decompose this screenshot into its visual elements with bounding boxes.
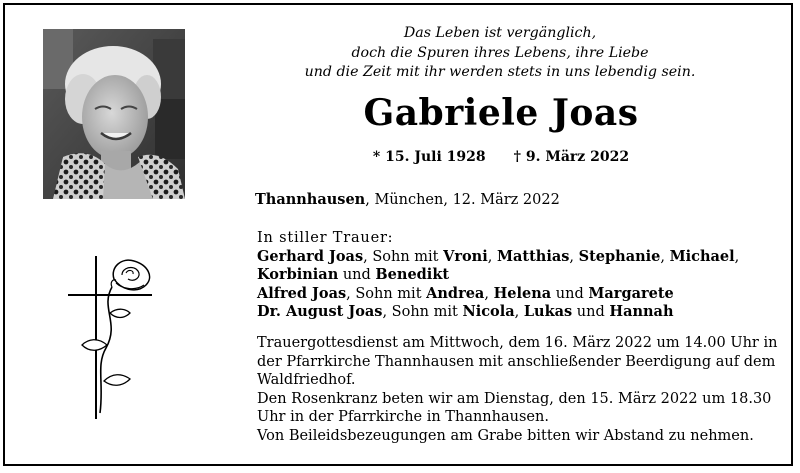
- mourner-text: ,: [660, 248, 670, 265]
- place-town: Thannhausen: [255, 191, 366, 208]
- mourner-line: [257, 303, 739, 322]
- mourner-name: Hannah: [609, 303, 674, 320]
- service-line: Uhr in der Pfarrkirche in Thannhausen.: [257, 409, 549, 425]
- service-line: Waldfriedhof.: [257, 372, 356, 388]
- mourner-name: Nicola: [462, 303, 515, 320]
- mourner-name: Vroni: [443, 247, 488, 265]
- mourner-text: , Sohn mit: [382, 304, 463, 320]
- poem: [280, 24, 720, 83]
- service-line: Den Rosenkranz beten wir am Dienstag, den 15. März 2022 um 18.30: [257, 390, 772, 407]
- mourner-text: ,: [487, 248, 497, 265]
- place-rest: , München, 12. März 2022: [365, 192, 560, 208]
- service-details: [257, 334, 777, 445]
- mourners-heading: In stiller Trauer:: [257, 230, 394, 246]
- mourner-name: Korbinian: [257, 266, 339, 283]
- service-line: Von Beileidsbezeugungen am Grabe bitten wir Abstand zu nehmen.: [257, 427, 754, 444]
- mourner-name: Alfred Joas: [257, 284, 347, 302]
- mourner-line: [257, 285, 739, 304]
- birth-date: * 15. Juli 1928: [372, 149, 486, 165]
- mourner-text: , Sohn mit: [346, 285, 427, 302]
- mourner-text: , Sohn mit: [363, 248, 444, 265]
- mourner-name: Dr. August Joas: [257, 303, 383, 320]
- mourner-name: Helena: [493, 284, 552, 302]
- portrait-image: [43, 29, 185, 199]
- mourner-name: Gerhard Joas: [257, 247, 364, 265]
- deceased-name: Gabriele Joas: [363, 92, 639, 134]
- mourner-name: Andrea: [426, 284, 485, 302]
- mourner-line: [257, 248, 739, 267]
- death-date: † 9. März 2022: [513, 149, 630, 165]
- mourner-text: ,: [514, 304, 524, 320]
- mourner-text: und: [551, 285, 589, 302]
- mourner-text: und: [572, 304, 610, 320]
- mourner-name: Benedikt: [375, 266, 450, 283]
- mourner-text: und: [338, 267, 376, 283]
- mourner-name: Lukas: [523, 303, 573, 320]
- poem-line: Das Leben ist vergänglich,: [403, 25, 597, 41]
- service-line: Trauergottesdienst am Mittwoch, dem 16. März 2022 um 14.00 Uhr in: [257, 335, 778, 351]
- mourner-text: ,: [569, 248, 579, 265]
- poem-line: doch die Spuren ihres Lebens, ihre Liebe: [351, 44, 649, 61]
- mourner-name: Stephanie: [578, 247, 661, 265]
- mourner-text: ,: [484, 285, 494, 302]
- mourners-list: [257, 229, 739, 322]
- service-line: der Pfarrkirche Thannhausen mit anschließender Beerdigung auf dem: [257, 353, 776, 370]
- mourner-name: Matthias: [496, 247, 570, 265]
- mourner-name: Michael: [669, 247, 735, 265]
- portrait-photo: [43, 29, 185, 199]
- mourner-line: [257, 266, 739, 285]
- life-dates: [300, 149, 702, 165]
- poem-line: und die Zeit mit ihr werden stets in uns lebendig sein.: [304, 64, 696, 80]
- mourner-text: ,: [734, 248, 740, 265]
- mourner-name: Margarete: [588, 284, 674, 302]
- place-and-date: [255, 191, 560, 208]
- cross-rose-icon: [60, 253, 160, 423]
